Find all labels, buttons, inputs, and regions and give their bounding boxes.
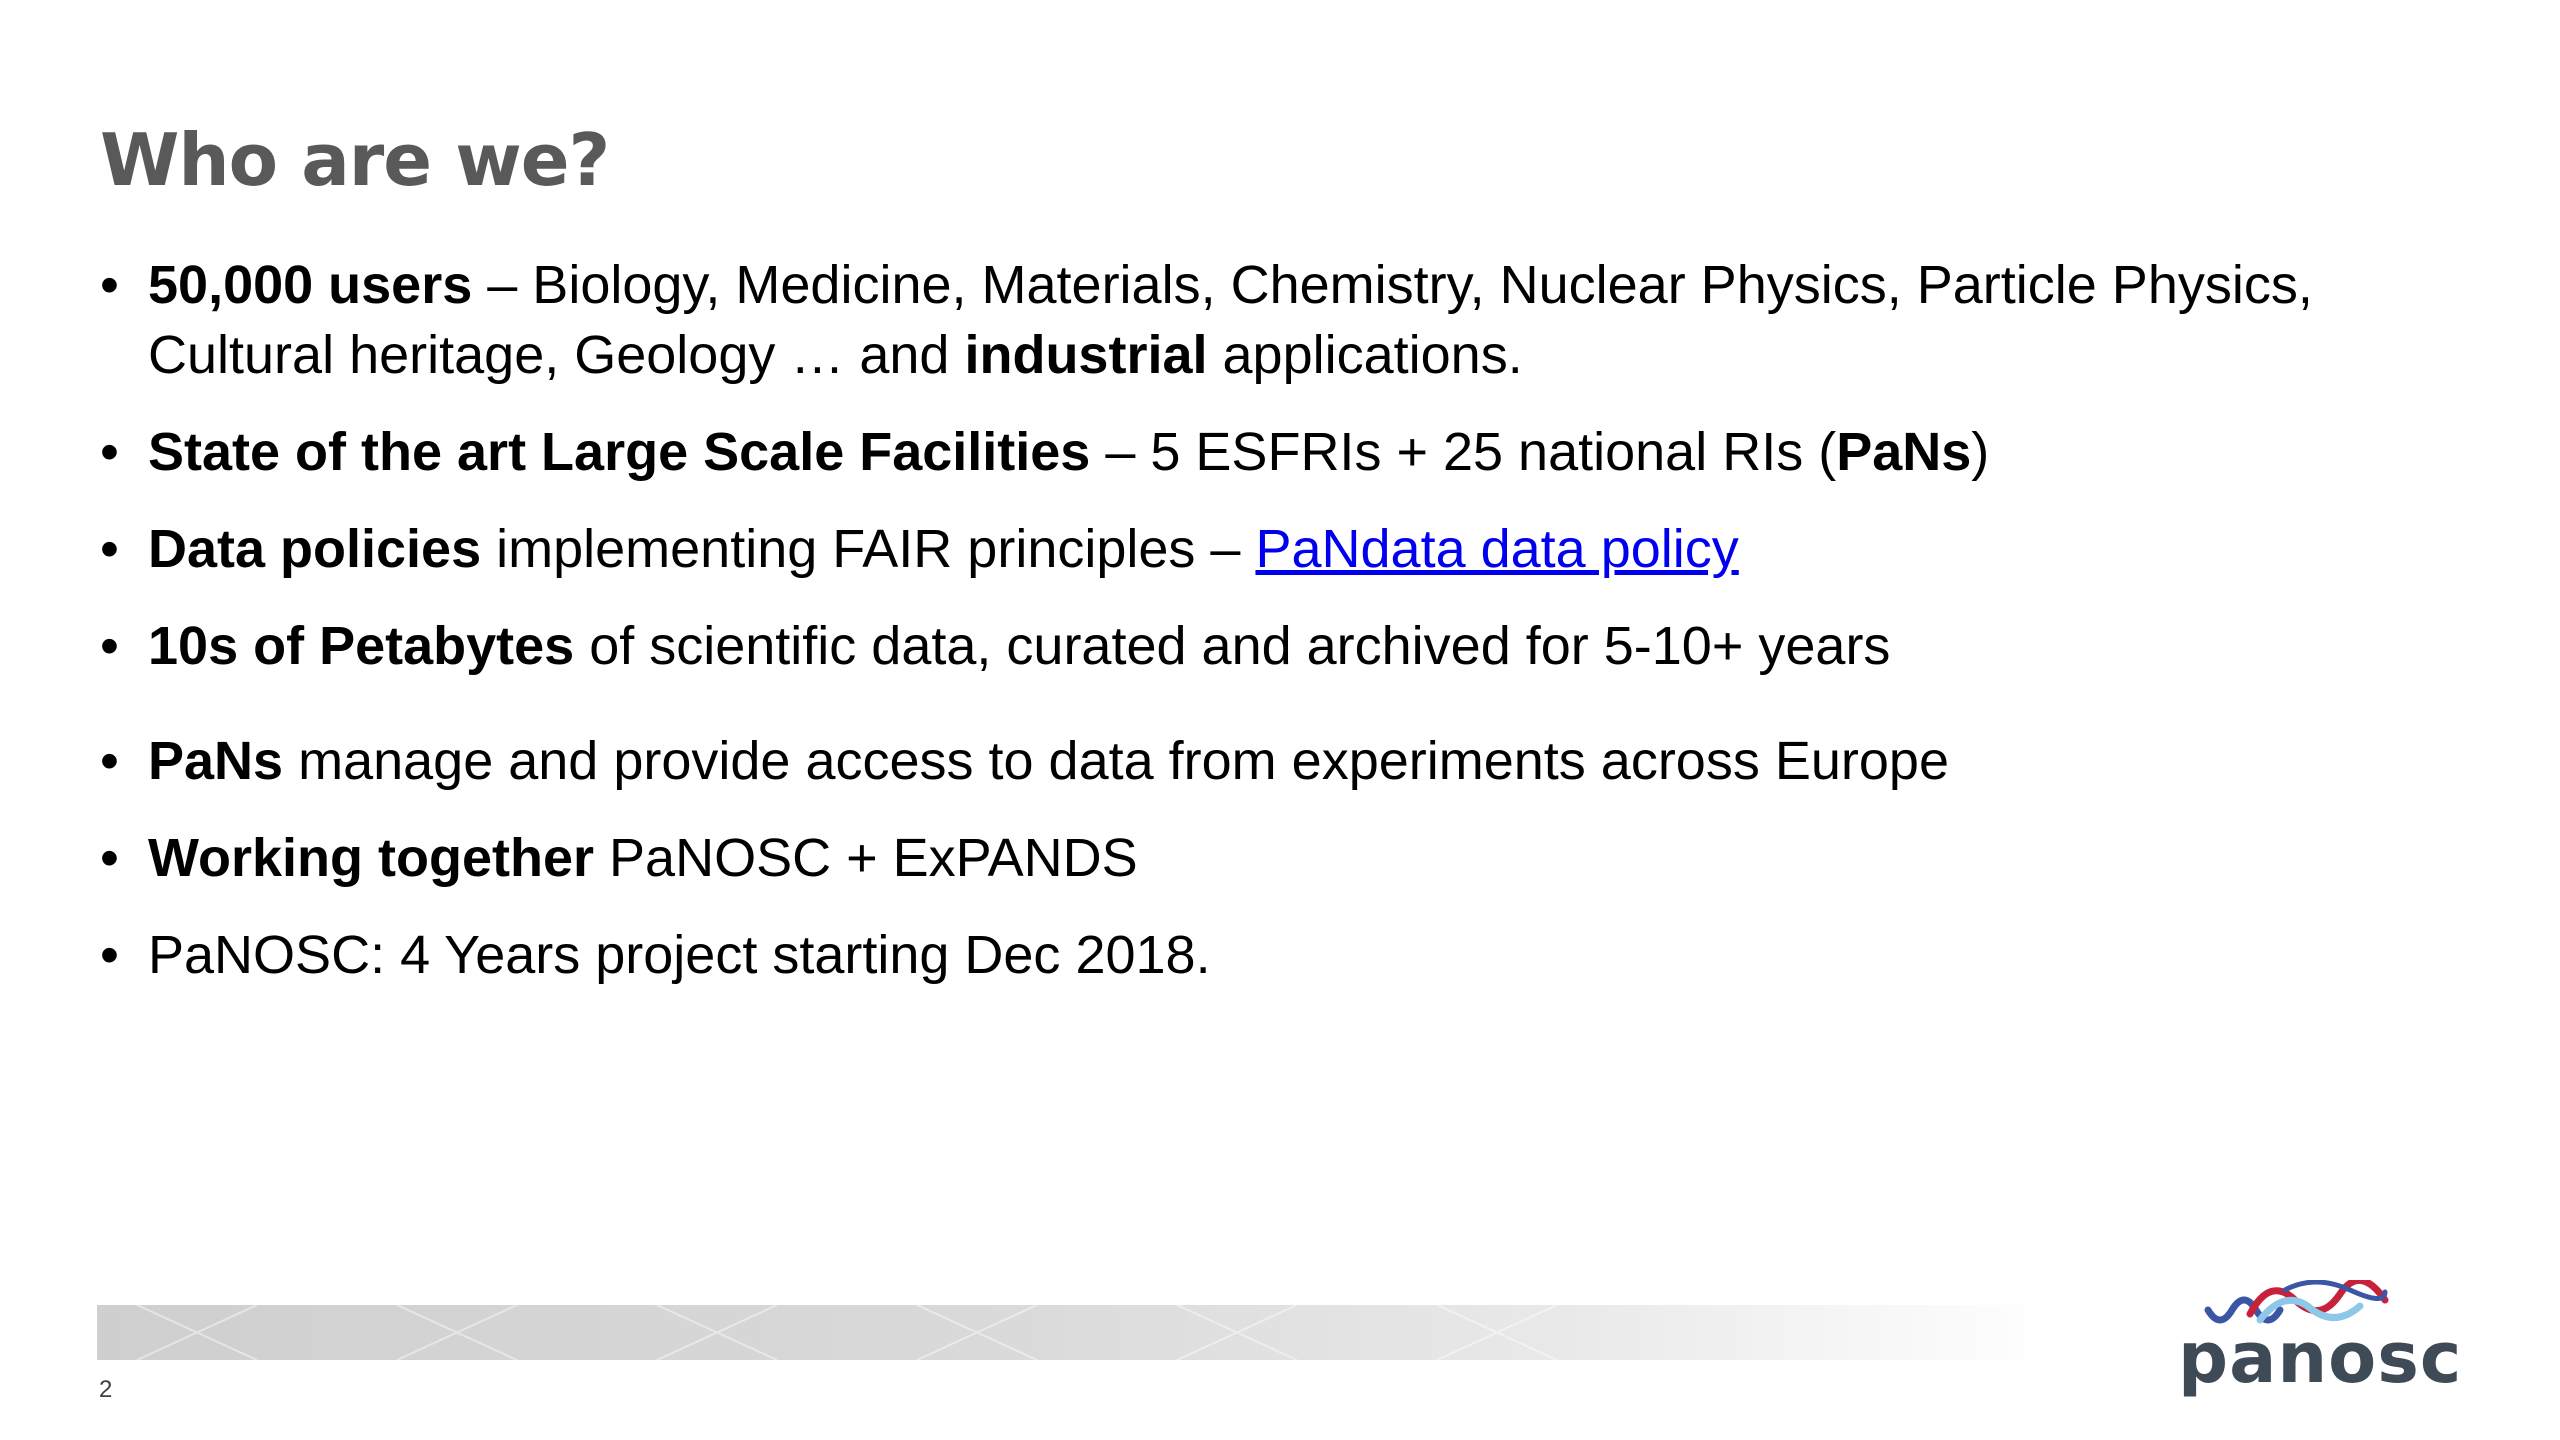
footer-band: [97, 1305, 2057, 1360]
bullet-bold-text: 10s of Petabytes: [148, 616, 575, 676]
bullet-text: PaNOSC + ExPANDS: [594, 828, 1138, 888]
bullet-item-project-duration: [100, 920, 2480, 990]
bullet-text: implementing FAIR principles –: [481, 519, 1256, 579]
bullet-item-users: [100, 250, 2480, 390]
bullet-item-petabytes: [100, 611, 2480, 681]
bullet-item-working-together: [100, 823, 2480, 893]
footer-pattern-icon: [97, 1305, 2057, 1360]
slide-title: Who are we?: [100, 118, 610, 202]
bullet-bold-text: PaNs: [1836, 422, 1972, 482]
bullet-item-data-policies: [100, 514, 2480, 584]
bullet-text: – 5 ESFRIs + 25 national RIs (: [1090, 422, 1837, 482]
panosc-logo: [2170, 1280, 2470, 1405]
bullet-text: applications.: [1207, 325, 1523, 385]
bullet-icon: •: [100, 519, 119, 579]
bullet-icon: •: [100, 828, 119, 888]
bullet-text: – Biology, Medicine, Materials, Chemistry, Nuclear Physics, Particle Physics, Cultural heritage, Geology … and: [148, 255, 2313, 385]
bullet-bold-text: PaNs: [148, 731, 284, 791]
bullet-bold-text: State of the art Large Scale Facilities: [148, 422, 1091, 482]
bullet-bold-text: 50,000 users: [148, 255, 473, 315]
bullet-text: ): [1971, 422, 1990, 482]
bullet-bold-text: Working together: [148, 828, 595, 888]
bullet-icon: •: [100, 255, 119, 315]
bullet-text: of scientific data, curated and archived for 5-10+ years: [574, 616, 1891, 676]
bullet-bold-text: Data policies: [148, 519, 482, 579]
bullet-bold-text: industrial: [964, 325, 1208, 385]
bullet-list: [100, 250, 2480, 990]
page-number: 2: [99, 1376, 113, 1403]
bullet-icon: •: [100, 422, 119, 482]
panosc-wordmark: panosc: [2178, 1317, 2463, 1399]
bullet-text: PaNOSC: 4 Years project starting Dec 2018.: [148, 925, 1211, 985]
bullet-icon: •: [100, 925, 119, 985]
bullet-item-pans-access: [100, 726, 2480, 796]
pandata-policy-link[interactable]: PaNdata data policy: [1255, 519, 1739, 579]
bullet-item-facilities: [100, 417, 2480, 487]
bullet-icon: •: [100, 731, 119, 791]
bullet-icon: •: [100, 616, 119, 676]
bullet-text: manage and provide access to data from experiments across Europe: [283, 731, 1949, 791]
